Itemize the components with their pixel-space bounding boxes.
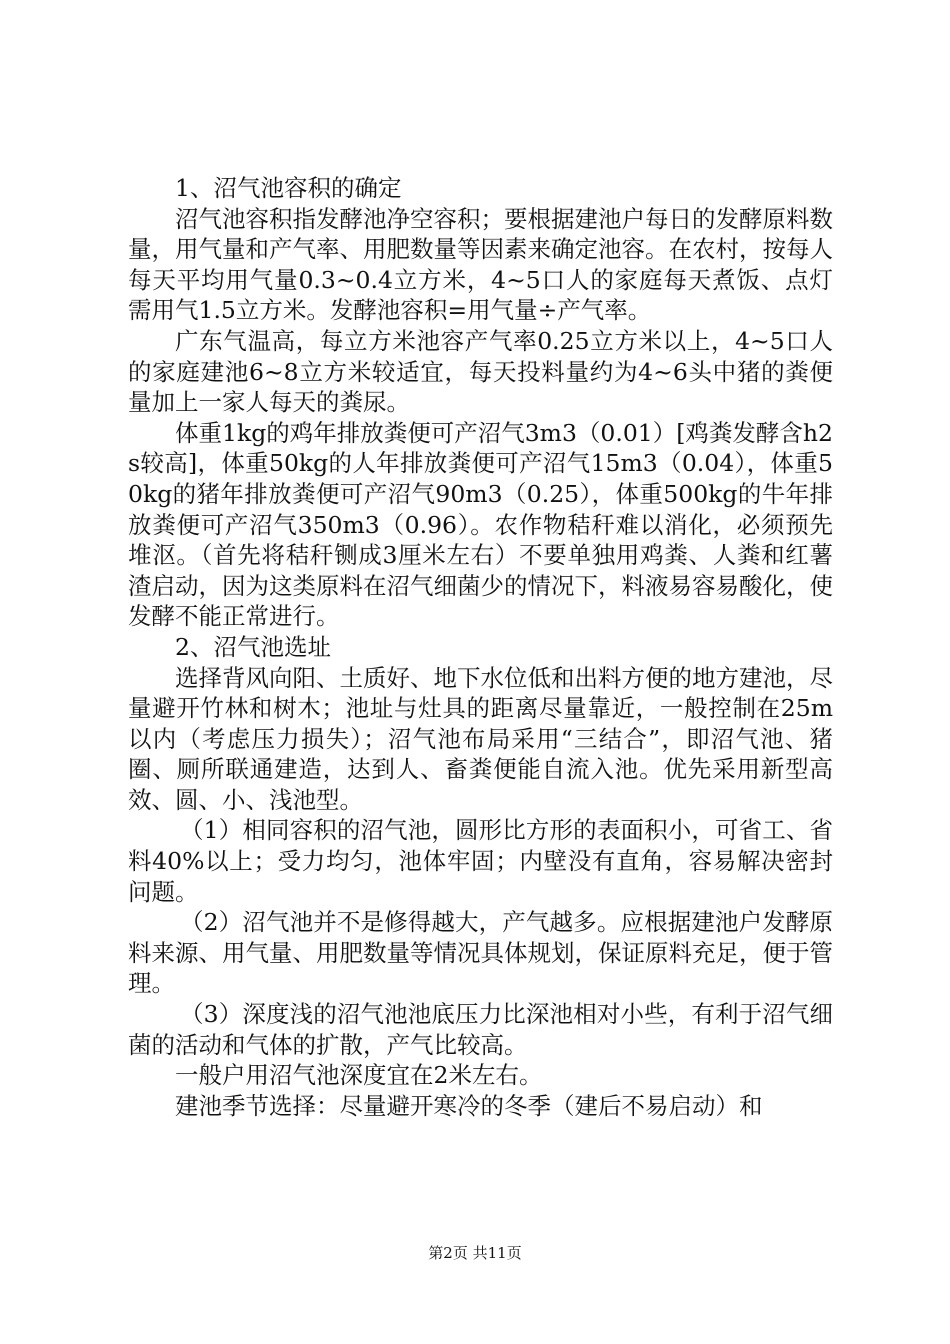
paragraph: 体重1kg的鸡年排放粪便可产沼气3m3（0.01）[鸡粪发酵含h2s较高]，体重50kg的人年排放粪便可产沼气15m3（0.04），体重50kg的猪年排放粪便可产沼气90m3（0.25），体重500kg的牛年排放粪便可产沼气350m3（0.96）。农作物秸秆难以消化，必须预先堆沤。（首先将秸秆铡成3厘米左右）不要单独用鸡粪、人粪和红薯渣启动，因为这类原料在沼气细菌少的情况下，料液易容易酸化，使发酵不能正常进行。 bbox=[128, 418, 833, 631]
list-item: （1）相同容积的沼气池，圆形比方形的表面积小，可省工、省料40%以上；受力均匀，池体牢固；内壁没有直角，容易解决密封问题。 bbox=[128, 816, 833, 906]
paragraph: 选择背风向阳、土质好、地下水位低和出料方便的地方建池，尽量避开竹林和树木；池址与灶具的距离尽量靠近，一般控制在25m以内（考虑压力损失）；沼气池布局采用“三结合”，即沼气池、猪圈、厕所联通建造，达到人、畜粪便能自流入池。优先采用新型高效、圆、小、浅池型。 bbox=[128, 663, 833, 814]
paragraph: 沼气池容积指发酵池净空容积；要根据建池户每日的发酵原料数量，用气量和产气率、用肥数量等因素来确定池容。在农村，按每人每天平均用气量0.3~0.4立方米，4~5口人的家庭每天煮饭、点灯需用气1.5立方米。发酵池容积=用气量÷产气率。 bbox=[128, 204, 833, 325]
paragraph: 一般户用沼气池深度宜在2米左右。 bbox=[175, 1061, 543, 1090]
paragraph: 广东气温高，每立方米池容产气率0.25立方米以上，4~5口人的家庭建池6~8立方米较适宜，每天投料量约为4~6头中猪的粪便量加上一家人每天的粪尿。 bbox=[128, 326, 833, 417]
list-item: （2）沼气池并不是修得越大，产气越多。应根据建池户发酵原料来源、用气量、用肥数量等情况具体规划，保证原料充足，便于管理。 bbox=[128, 908, 833, 998]
section-heading: 2、沼气池选址 bbox=[175, 632, 331, 661]
document-body bbox=[128, 173, 833, 1121]
page-footer: 第2页 共11页 bbox=[428, 1244, 522, 1262]
section-heading: 1、沼气池容积的确定 bbox=[175, 174, 402, 202]
list-item: （3）深度浅的沼气池池底压力比深池相对小些，有利于沼气细菌的活动和气体的扩散，产气比较高。 bbox=[128, 1000, 833, 1059]
paragraph: 建池季节选择：尽量避开寒冷的冬季（建后不易启动）和 bbox=[175, 1091, 763, 1120]
